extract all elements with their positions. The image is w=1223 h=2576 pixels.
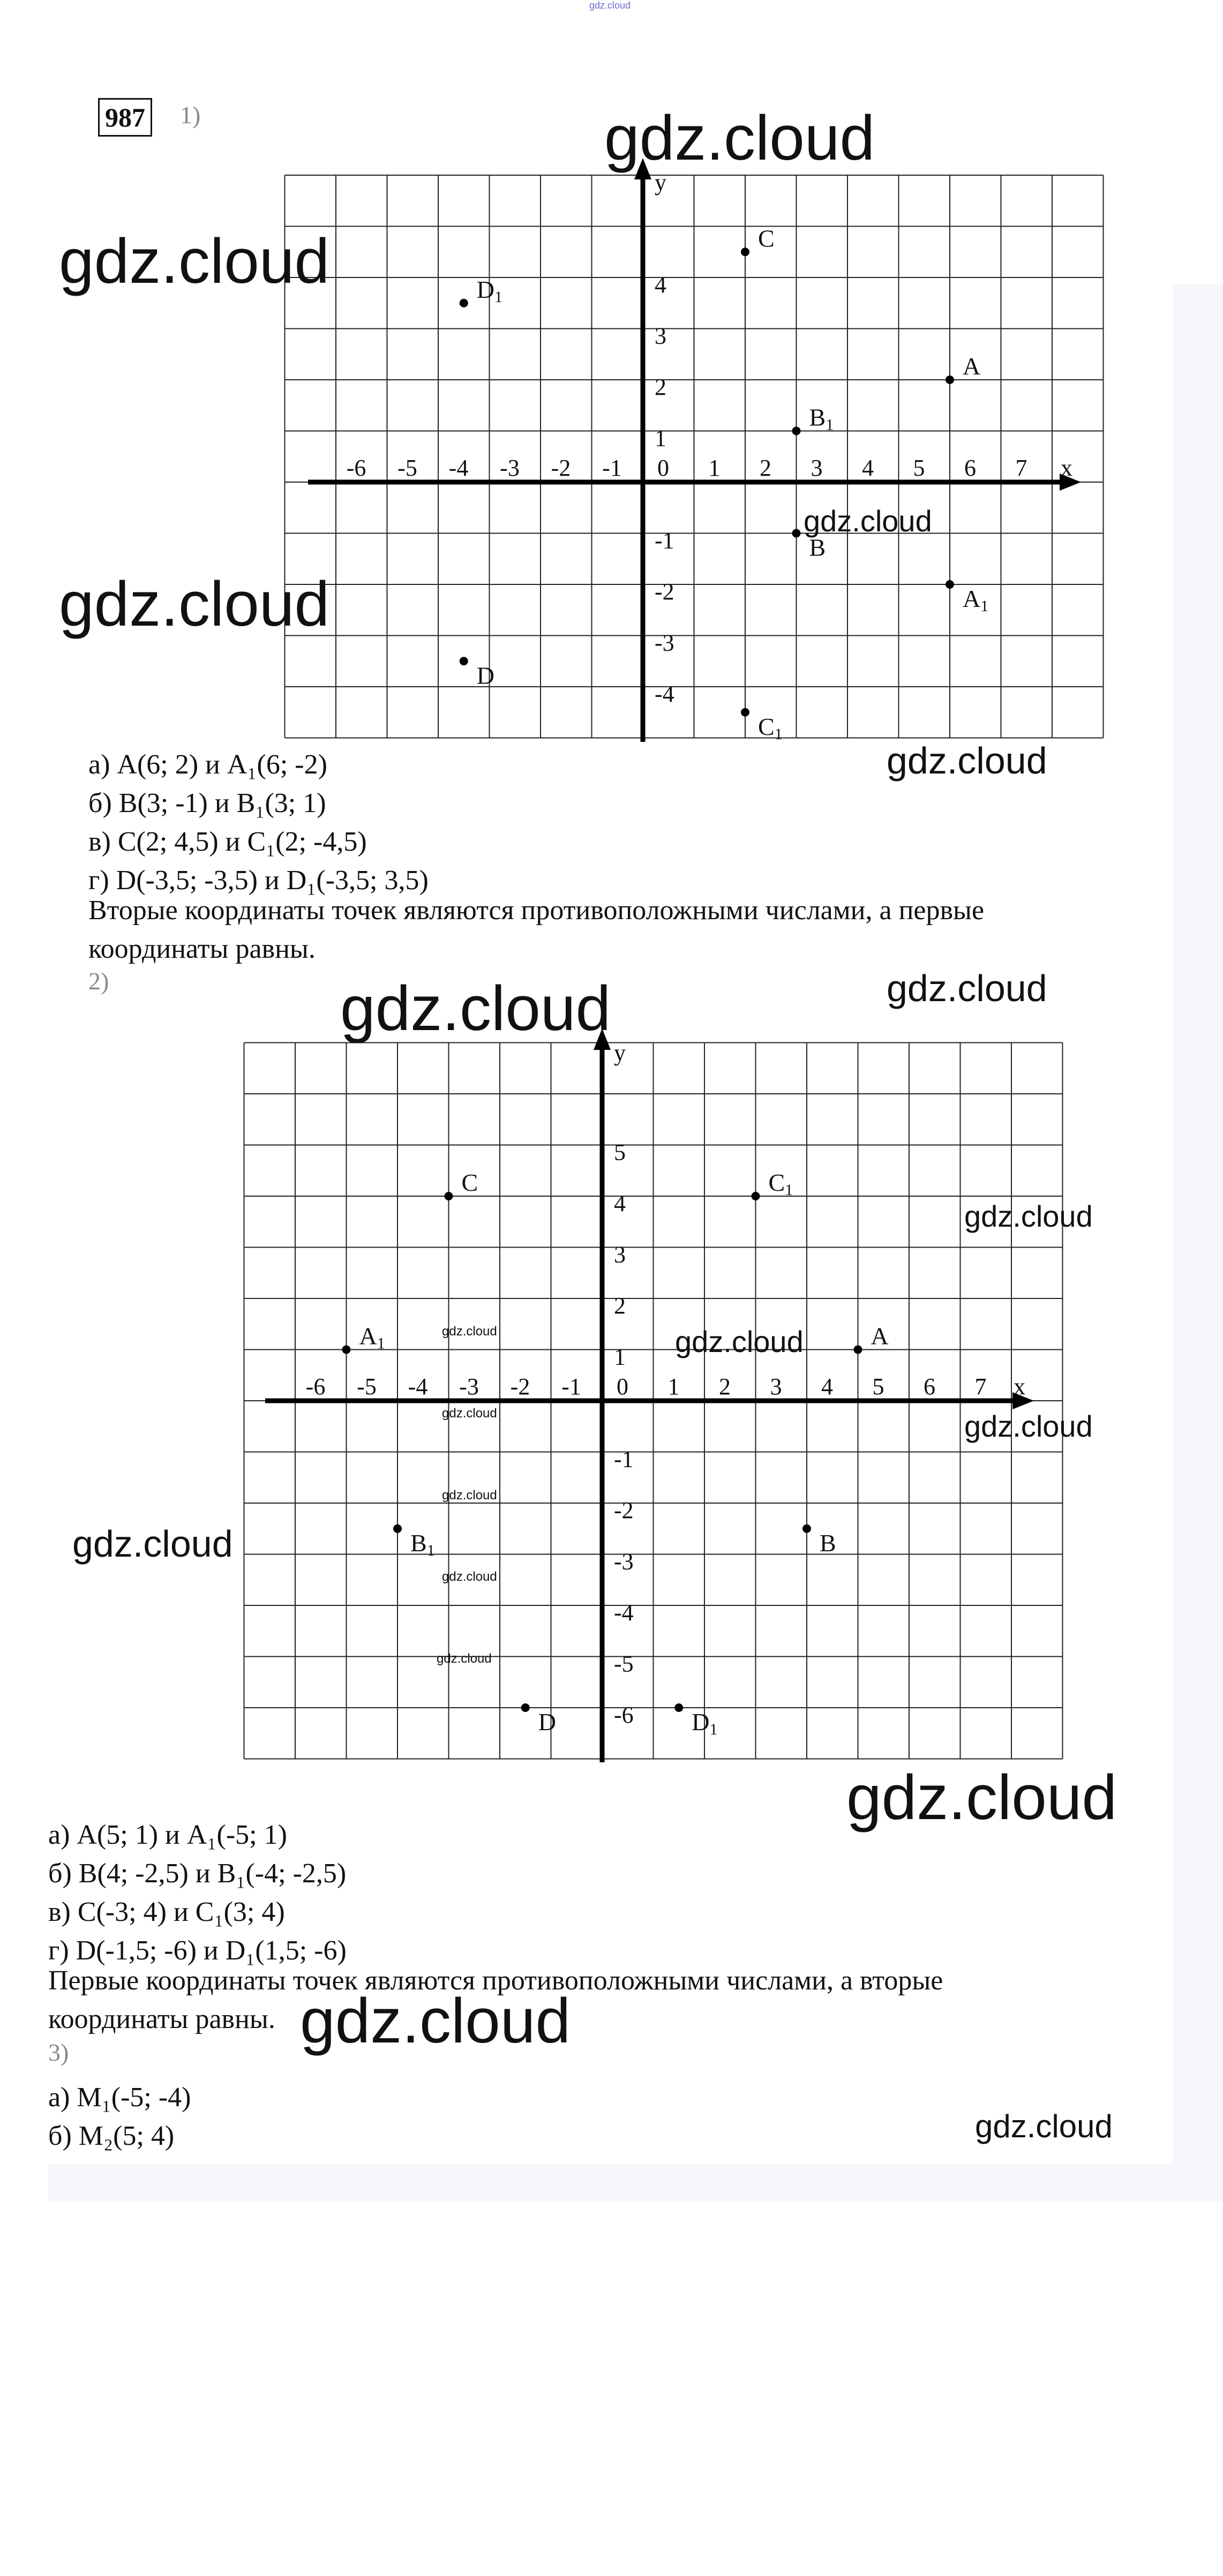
watermark: gdz.cloud <box>442 1488 497 1503</box>
x-tick-label: 3 <box>770 1373 782 1400</box>
point-b1 <box>792 427 801 435</box>
part2-label: 2) <box>88 967 109 995</box>
y-tick-label: 1 <box>614 1343 626 1370</box>
x-tick-label: 2 <box>760 455 771 481</box>
y-tick-label: -5 <box>614 1650 634 1677</box>
y-tick-label: 2 <box>614 1293 626 1319</box>
point-d1 <box>674 1703 683 1712</box>
y-tick-label: -1 <box>655 527 674 554</box>
watermark: gdz.cloud <box>964 1199 1093 1233</box>
problem-number: 987 <box>98 98 152 137</box>
y-axis-label: y <box>614 1040 626 1066</box>
site-tag: gdz.cloud <box>589 0 631 11</box>
point-label: B1 <box>809 403 834 434</box>
y-tick-label: -6 <box>614 1702 634 1728</box>
point-b1 <box>393 1524 402 1533</box>
point-label: B1 <box>410 1529 435 1559</box>
x-tick-label: 0 <box>657 455 669 481</box>
x-tick-label: -4 <box>408 1373 428 1400</box>
y-tick-label: -1 <box>614 1446 634 1473</box>
y-tick-label: -2 <box>614 1497 634 1523</box>
point-c <box>445 1192 453 1200</box>
y-tick-label: -4 <box>655 681 674 707</box>
watermark: gdz.cloud <box>72 1523 233 1565</box>
point-label: D1 <box>476 275 502 306</box>
x-tick-label: 7 <box>1015 455 1027 481</box>
scan-band-bottom <box>48 2164 1223 2202</box>
x-tick-label: 7 <box>974 1373 987 1400</box>
x-tick-label: -4 <box>448 455 469 481</box>
watermark: gdz.cloud <box>442 1569 497 1584</box>
x-axis-label: x <box>1014 1373 1025 1400</box>
watermark: gdz.cloud <box>300 1986 571 2056</box>
x-tick-label: -2 <box>551 455 571 481</box>
watermark: gdz.cloud <box>964 1409 1093 1443</box>
y-tick-label: 2 <box>655 374 666 400</box>
part1-answer-a: а) A(6; 2) и A₁(6; -2) <box>88 749 327 780</box>
x-tick-label: -6 <box>305 1373 326 1400</box>
point-label: C1 <box>758 712 783 743</box>
part1-answer-c: в) C(2; 4,5) и C₁(2; -4,5) <box>88 827 367 857</box>
point-label: B <box>809 534 826 561</box>
x-tick-label: 6 <box>964 455 976 481</box>
x-axis-label: x <box>1061 455 1072 481</box>
x-tick-label: 1 <box>708 455 721 481</box>
watermark: gdz.cloud <box>804 504 932 538</box>
x-tick-label: 4 <box>862 455 874 481</box>
watermark: gdz.cloud <box>675 1325 804 1358</box>
part1-answer-d: г) D(-3,5; -3,5) и D₁(-3,5; 3,5) <box>88 865 429 896</box>
part1-answer-b: б) B(3; -1) и B₁(3; 1) <box>88 788 326 818</box>
point-b <box>792 529 801 538</box>
x-tick-label: -1 <box>602 455 622 481</box>
x-tick-label: -6 <box>346 455 366 481</box>
point-label: C <box>758 224 775 252</box>
watermark: gdz.cloud <box>437 1651 492 1666</box>
part2-answer-d: г) D(-1,5; -6) и D₁(1,5; -6) <box>48 1935 347 1966</box>
x-tick-label: -3 <box>459 1373 479 1400</box>
point-c1 <box>752 1192 760 1200</box>
y-tick-label: 4 <box>655 272 666 298</box>
point-label: A1 <box>359 1322 385 1353</box>
x-tick-label: -2 <box>510 1373 530 1400</box>
y-tick-label: 1 <box>655 425 666 452</box>
watermark: gdz.cloud <box>887 740 1047 782</box>
x-tick-label: 1 <box>667 1373 680 1400</box>
watermark: gdz.cloud <box>340 973 611 1044</box>
point-a1 <box>946 580 954 589</box>
y-tick-label: 5 <box>614 1139 626 1166</box>
watermark: gdz.cloud <box>59 226 330 297</box>
point-label: D <box>476 662 494 689</box>
watermark: gdz.cloud <box>442 1406 497 1421</box>
watermark: gdz.cloud <box>604 103 875 174</box>
y-tick-label: 3 <box>655 322 666 349</box>
y-tick-label: -3 <box>655 629 674 656</box>
x-tick-label: 0 <box>617 1373 628 1400</box>
y-tick-label: -3 <box>614 1548 634 1575</box>
point-label: A <box>963 352 981 380</box>
part2-answer-a: а) A(5; 1) и A₁(-5; 1) <box>48 1820 287 1850</box>
point-c1 <box>741 708 749 717</box>
point-label: D1 <box>692 1708 718 1738</box>
x-tick-label: 4 <box>821 1373 833 1400</box>
watermark: gdz.cloud <box>975 2108 1113 2144</box>
x-tick-label: -5 <box>357 1373 377 1400</box>
watermark: gdz.cloud <box>887 967 1047 1009</box>
point-label: B <box>820 1529 836 1557</box>
part2-answer-b: б) B(4; -2,5) и B₁(-4; -2,5) <box>48 1858 347 1889</box>
x-tick-label: -1 <box>561 1373 581 1400</box>
x-tick-label: 3 <box>811 455 823 481</box>
watermark: gdz.cloud <box>442 1324 497 1339</box>
point-d1 <box>460 299 468 307</box>
point-a1 <box>342 1346 351 1354</box>
x-tick-label: 5 <box>913 455 925 481</box>
x-tick-label: -5 <box>397 455 417 481</box>
x-tick-label: 6 <box>924 1373 935 1400</box>
part2-conclusion: Первые координаты точек являются противоположными числами, а вторые координаты равны. <box>48 1965 943 2034</box>
part3-label: 3) <box>48 2039 69 2066</box>
coordinate-graph-2 <box>0 991 1223 1784</box>
x-tick-label: 5 <box>872 1373 884 1400</box>
y-tick-label: -2 <box>655 579 674 605</box>
y-axis-label: y <box>655 169 666 196</box>
part3-answer-b: б) M₂(5; 4) <box>48 2121 175 2151</box>
point-c <box>741 247 749 256</box>
point-a <box>946 375 954 384</box>
point-a <box>854 1346 862 1354</box>
point-label: D <box>538 1708 556 1736</box>
point-label: C <box>461 1169 478 1196</box>
x-tick-label: -3 <box>500 455 520 481</box>
point-label: A <box>871 1322 889 1350</box>
part2-answer-c: в) C(-3; 4) и C₁(3; 4) <box>48 1897 285 1927</box>
y-tick-label: 4 <box>614 1190 626 1216</box>
watermark: gdz.cloud <box>59 569 330 640</box>
y-tick-label: -4 <box>614 1599 634 1626</box>
part1-conclusion: Вторые координаты точек являются противоположными числами, а первые координаты равны. <box>88 895 985 964</box>
point-label: C1 <box>768 1169 793 1199</box>
y-tick-label: 3 <box>614 1241 626 1268</box>
x-tick-label: 2 <box>719 1373 731 1400</box>
part3-answer-a: а) M₁(-5; -4) <box>48 2082 191 2113</box>
point-d <box>521 1703 530 1712</box>
watermark: gdz.cloud <box>846 1762 1117 1833</box>
point-b <box>802 1524 811 1533</box>
point-d <box>460 657 468 665</box>
part1-label: 1) <box>180 101 201 129</box>
point-label: A1 <box>963 585 989 615</box>
